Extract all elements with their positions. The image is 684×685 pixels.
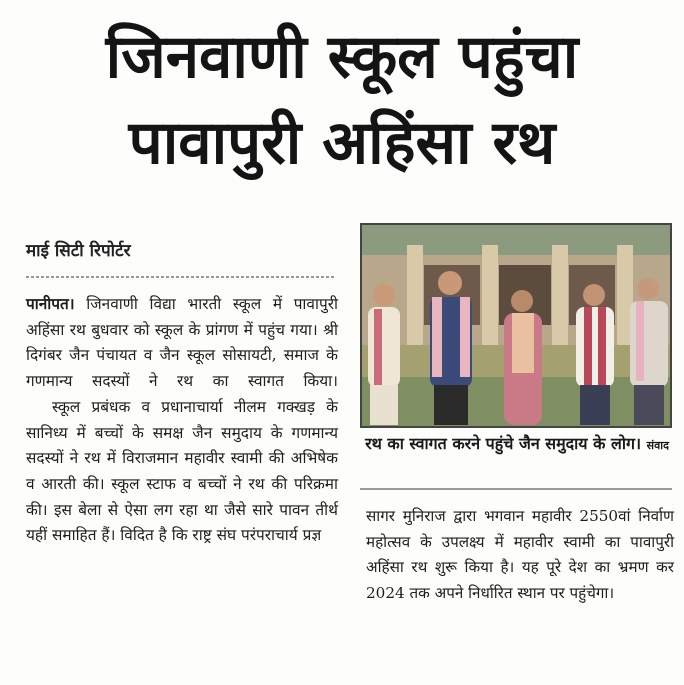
byline: माई सिटी रिपोर्टर (26, 241, 131, 261)
article-paragraph-1 (26, 292, 338, 395)
article-paragraph-1-text: जिनवाणी विद्या भारती स्कूल में पावापुरी अहिंसा रथ बुधवार को स्कूल के प्रांगण में पहुंच गया। श्री दिगंबर जैन पंचायत व जैन स्कूल सोसायटी, समाज के गणमान्य सदस्यों ने रथ का स्वागत किया। (26, 295, 338, 391)
article-paragraph-3: सागर मुनिराज द्वारा भगवान महावीर 2550वां निर्वाण महोत्सव के उपलक्ष्य में महावीर स्वामी का पावापुरी अहिंसा रथ शुरू किया है। यह पूरे देश का भ्रमण कर 2024 तक अपने निर्धारित स्थान पर पहुंचेगा। (366, 507, 674, 603)
article-paragraph-2: स्कूल प्रबंधक व प्रधानाचार्या नीलम गक्खड़ के सानिध्य में बच्चों के समक्ष जैन समुदाय के गणमान्य सदस्यों ने रथ में विराजमान महावीर स्वामी की अभिषेक व आरती की। स्कूल स्टाफ व बच्चों ने रथ की परिक्रमा की। इस बेला से ऐसा लग रहा था जैसे सारे पावन तीर्थ यहीं समाहित हैं। विदित है कि राष्ट्र संघ परंपराचार्य प्रज्ञ (26, 397, 338, 545)
article-left-column (26, 292, 338, 549)
article-right-column (366, 504, 674, 607)
photo-caption (365, 432, 669, 458)
caption-divider (360, 488, 672, 490)
caption-text: रथ का स्वागत करने पहुंचे जैन समुदाय के लोग। (365, 434, 642, 453)
caption-credit: संवाद (646, 439, 669, 452)
headline-line-2: पावापुरी अहिंसा रथ (128, 108, 556, 178)
byline-divider (26, 276, 334, 278)
group-photo-image (362, 225, 670, 426)
headline-line-1: जिनवाणी स्कूल पहुंचा (105, 22, 579, 92)
news-photo (360, 223, 672, 428)
headline (0, 14, 684, 186)
dateline: पानीपत। (26, 295, 75, 313)
